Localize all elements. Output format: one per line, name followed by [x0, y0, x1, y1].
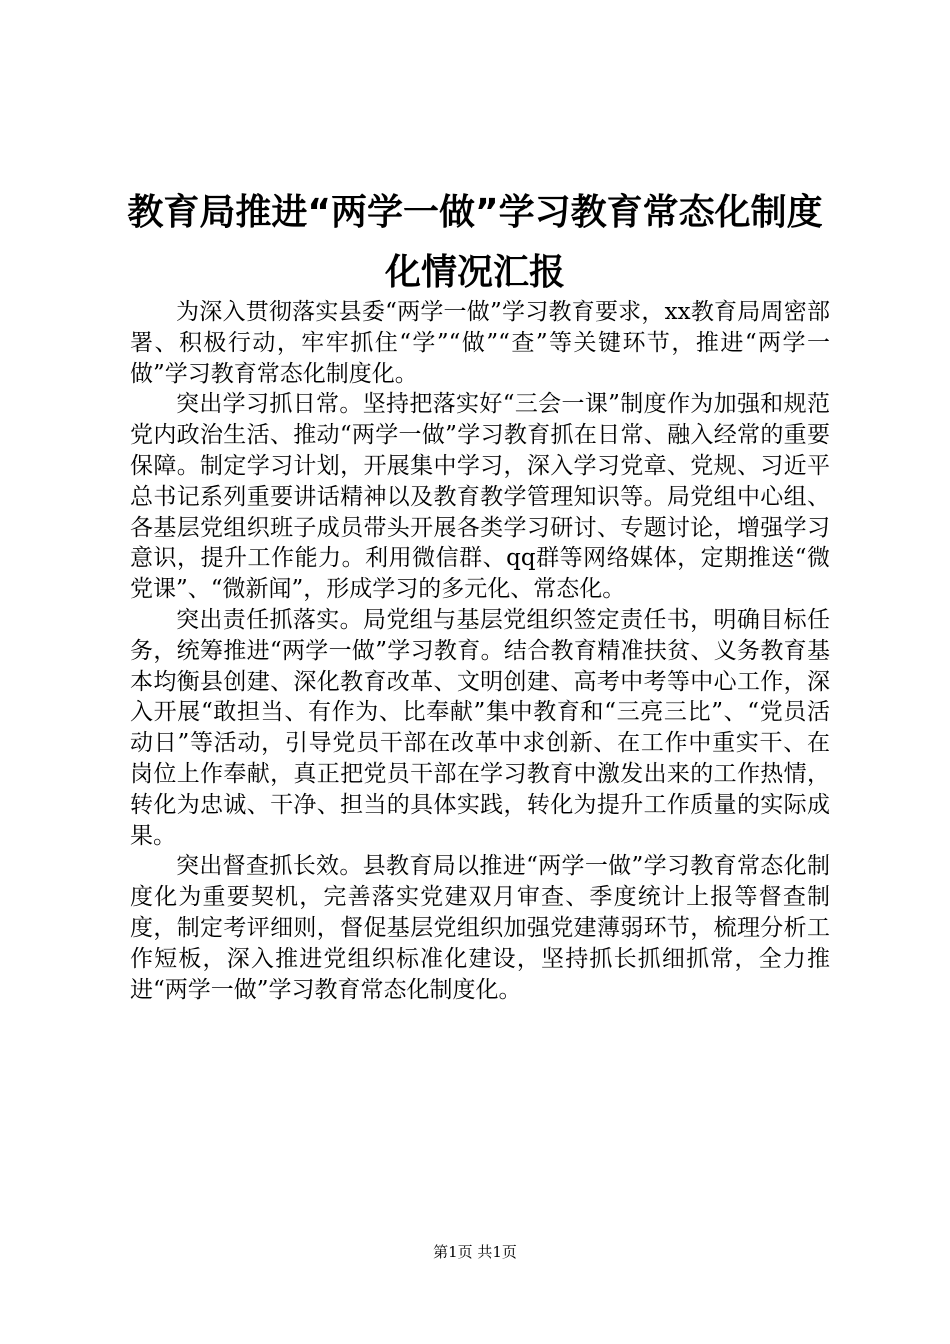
document-title: 教育局推进“两学一做”学习教育常态化制度化情况汇报	[127, 192, 823, 293]
paragraph-intro: 为深入贯彻落实县委“两学一做”学习教育要求，xx教育局周密部署、积极行动，牢牢抓住“学”“做”“查”等关键环节，推进“两学一做”学习教育常态化制度化。	[130, 299, 830, 387]
document-body	[130, 297, 830, 1005]
paragraph-supervision: 突出督查抓长效。县教育局以推进“两学一做”学习教育常态化制度化为重要契机，完善落实党建双月审查、季度统计上报等督查制度，制定考评细则，督促基层党组织加强党建薄弱环节，梳理分析工作短板，深入推进党组织标准化建设，坚持抓长抓细抓常，全力推进“两学一做”学习教育常态化制度化。	[130, 853, 830, 1003]
paragraph-study: 突出学习抓日常。坚持把落实好“三会一课”制度作为加强和规范党内政治生活、推动“两学一做”学习教育抓在日常、融入经常的重要保障。制定学习计划，开展集中学习，深入学习党章、党规、习近平总书记系列重要讲话精神以及教育教学管理知识等。局党组中心组、各基层党组织班子成员带头开展各类学习研讨、专题讨论，增强学习意识，提升工作能力。利用微信群、qq群等网络媒体，定期推送“微党课”、“微新闻”，形成学习的多元化、常态化。	[130, 391, 830, 603]
paragraph-responsibility: 突出责任抓落实。局党组与基层党组织签定责任书，明确目标任务，统筹推进“两学一做”学习教育。结合教育精准扶贫、义务教育基本均衡县创建、深化教育改革、文明创建、高考中考等中心工作，深入开展“敢担当、有作为、比奉献”集中教育和“三亮三比”、“党员活动日”等活动，引导党员干部在改革中求创新、在工作中重实干、在岗位上作奉献，真正把党员干部在学习教育中激发出来的工作热情，转化为忠诚、干净、担当的具体实践，转化为提升工作质量的实际成果。	[130, 606, 830, 849]
page-footer: 第1页 共1页	[433, 1243, 517, 1261]
